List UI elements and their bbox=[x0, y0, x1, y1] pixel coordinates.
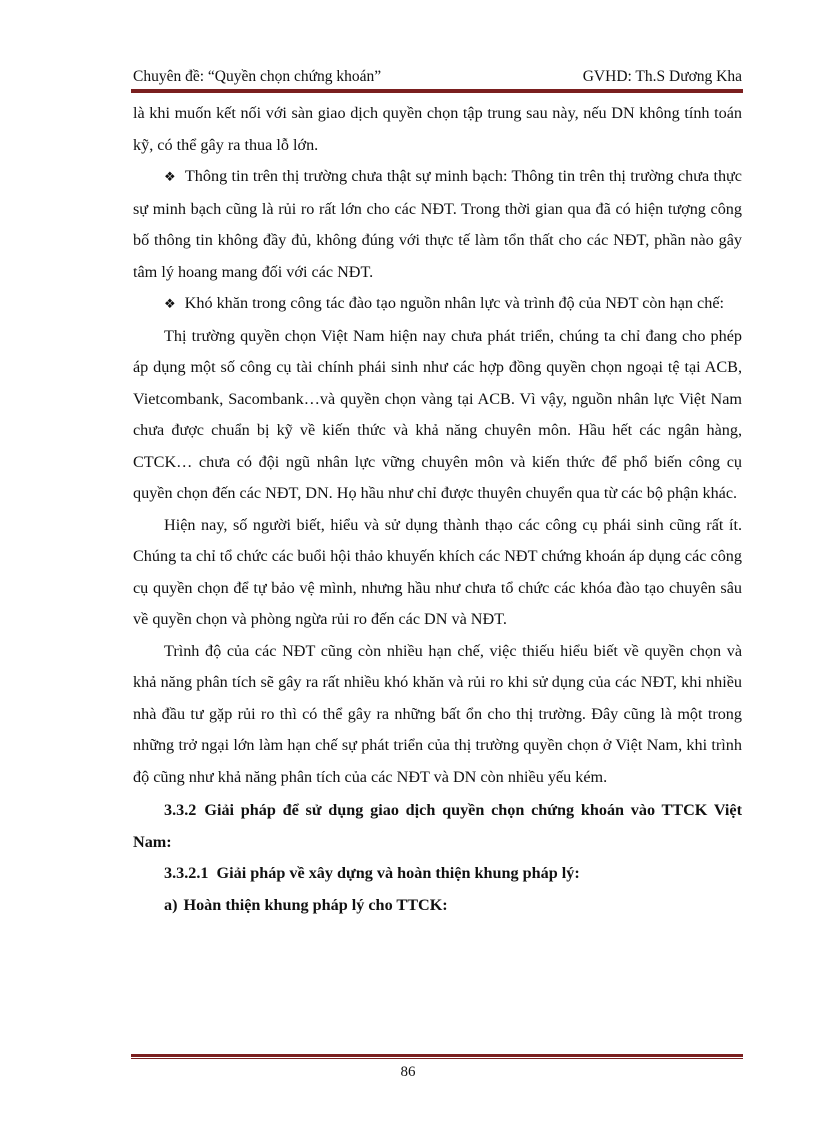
bullet-item bbox=[133, 161, 742, 288]
heading-text: Hoàn thiện khung pháp lý cho TTCK: bbox=[183, 895, 448, 914]
page-number: 86 bbox=[400, 1064, 416, 1080]
paragraph: Hiện nay, số người biết, hiểu và sử dụng thành thạo các công cụ phái sinh cũng rất ít. Chúng ta chỉ tổ chức các buổi hội thảo khuyến khích các NĐT chứng khoán áp dụng các công cụ quyền chọn để tự bảo vệ mình, nhưng hầu như chưa tổ chức các khóa đào tạo chuyên sâu về quyền chọn và phòng ngừa rủi ro đến các DN và NĐT. bbox=[133, 515, 742, 628]
diamond-dots-icon: ❖ bbox=[164, 170, 176, 185]
section-heading-3-3-2 bbox=[133, 795, 742, 858]
bullet-text: Khó khăn trong công tác đào tạo nguồn nhân lực và trình độ của NĐT còn hạn chế: bbox=[184, 294, 725, 312]
heading-text: Giải pháp về xây dựng và hoàn thiện khung pháp lý: bbox=[216, 864, 580, 882]
header-rule bbox=[131, 88, 743, 93]
header-title: Chuyên đề: “Quyền chọn chứng khoán” bbox=[133, 68, 382, 85]
page-header bbox=[133, 60, 742, 86]
heading-number: a) bbox=[164, 895, 178, 914]
bullet-text: Thông tin trên thị trường chưa thật sự minh bạch: Thông tin trên thị trường chưa thực sự minh bạch cũng là rủi ro rất lớn cho các NĐT. Trong thời gian qua đã có hiện tượng công bố thông tin không đầy đủ, không đúng với thực tế làm tổn thất cho các NĐT, phần nào gây tâm lý hoang mang đối với các NĐT. bbox=[133, 167, 742, 281]
heading-text: Giải pháp để sử dụng giao dịch quyền chọn chứng khoán vào TTCK Việt Nam: bbox=[133, 801, 742, 851]
paragraph: là khi muốn kết nối với sàn giao dịch quyền chọn tập trung sau này, nếu DN không tính toán kỹ, có thể gây ra thua lỗ lớn. bbox=[133, 104, 742, 154]
header-instructor: GVHD: Th.S Dương Kha bbox=[582, 68, 742, 85]
paragraph: Thị trường quyền chọn Việt Nam hiện nay chưa phát triển, chúng ta chỉ đang cho phép áp dụng một số công cụ tài chính phái sinh như các hợp đồng quyền chọn ngoại tệ tại ACB, Vietcombank, Sacombank…và quyền chọn vàng tại ACB. Vì vậy, nguồn nhân lực Việt Nam chưa được chuẩn bị kỹ về kiến thức và khả năng chuyên môn. Hầu hết các ngân hàng, CTCK… chưa có đội ngũ nhân lực vững chuyên môn và kiến thức để phổ biến công cụ quyền chọn đến các NĐT, DN. Họ hầu như chỉ được thuyên chuyển qua từ các bộ phận khác. bbox=[133, 326, 742, 502]
section-heading-3-3-2-1 bbox=[133, 858, 742, 890]
heading-number: 3.3.2.1 bbox=[164, 864, 209, 882]
bullet-item bbox=[133, 288, 742, 321]
heading-number: 3.3.2 bbox=[164, 801, 197, 819]
diamond-dots-icon: ❖ bbox=[164, 297, 176, 312]
footer-rule bbox=[131, 1054, 743, 1059]
page-body bbox=[133, 98, 742, 921]
subsection-heading-a bbox=[133, 890, 742, 922]
paragraph: Trình độ của các NĐT cũng còn nhiều hạn chế, việc thiếu hiểu biết về quyền chọn và khả năng phân tích sẽ gây ra rất nhiều khó khăn và rủi ro khi sử dụng của các NĐT, khi nhiều nhà đầu tư gặp rủi ro thì có thể gây ra những bất ổn cho thị trường. Đây cũng là một trong những trở ngại lớn làm hạn chế sự phát triển của thị trường quyền chọn ở Việt Nam, khi trình độ cũng như khả năng phân tích của các NĐT và DN còn nhiều yếu kém. bbox=[133, 641, 742, 786]
